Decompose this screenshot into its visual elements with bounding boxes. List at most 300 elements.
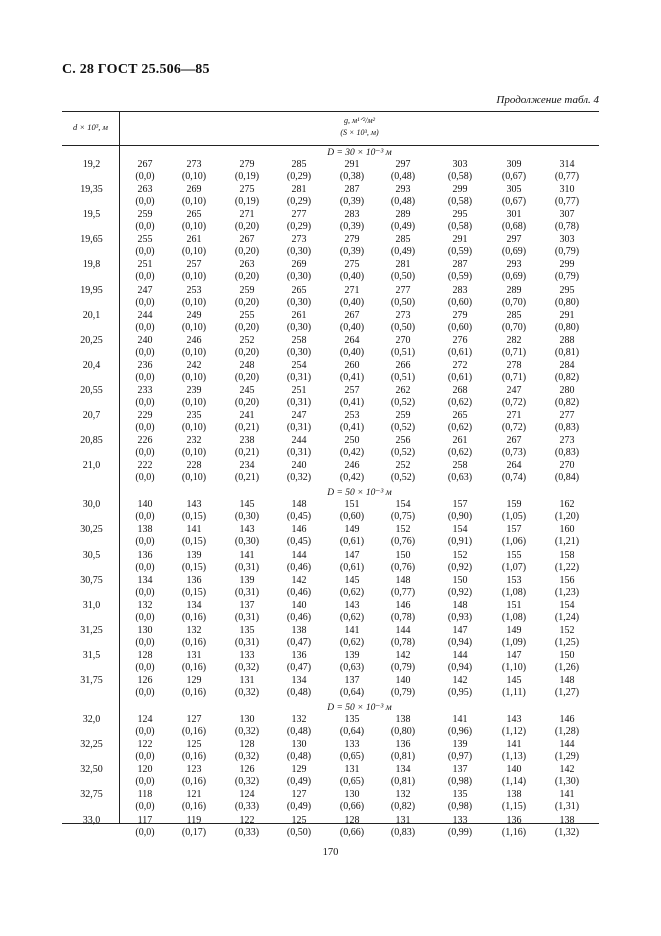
table-cell — [378, 385, 428, 409]
s-value: (0,61) — [339, 536, 365, 548]
s-value: (0,0) — [135, 636, 155, 648]
table-cell — [120, 335, 170, 359]
s-value: (0,31) — [234, 636, 260, 648]
g-value: 283 — [344, 209, 360, 221]
g-value: 270 — [395, 334, 411, 346]
g-value: 131 — [186, 649, 202, 661]
table-cell — [489, 460, 539, 484]
g-value: 149 — [344, 524, 360, 536]
table-cell — [489, 335, 539, 359]
g-value: 226 — [137, 435, 153, 447]
table-cell — [327, 335, 377, 359]
table-cell — [327, 600, 377, 624]
table-cell — [222, 764, 272, 788]
g-value: 244 — [291, 435, 307, 447]
table-cell — [489, 600, 539, 624]
g-value: 131 — [395, 814, 411, 826]
g-value: 257 — [186, 259, 202, 271]
g-value: 146 — [291, 524, 307, 536]
s-value: (0,69) — [501, 271, 527, 283]
d-value: 20,85 — [80, 435, 103, 447]
s-value: (0,48) — [286, 751, 312, 763]
table-cell — [542, 499, 592, 523]
table-row — [62, 815, 599, 840]
table-cell — [327, 360, 377, 384]
table-cell — [489, 499, 539, 523]
s-value: (0,96) — [447, 726, 473, 738]
table-cell — [274, 209, 324, 233]
g-value: 142 — [452, 675, 468, 686]
table-cell — [169, 600, 219, 624]
s-value: (0,30) — [234, 536, 260, 548]
g-value: 148 — [395, 574, 411, 586]
s-value: (0,67) — [501, 171, 527, 182]
g-value: 144 — [291, 549, 307, 561]
d-value: 19,35 — [80, 184, 103, 196]
table-cell — [435, 575, 485, 599]
s-value: (0,81) — [390, 751, 416, 763]
g-value: 285 — [395, 234, 411, 246]
s-value: (0,47) — [286, 636, 312, 648]
table-cell — [378, 739, 428, 763]
g-value: 248 — [239, 359, 255, 371]
table-cell — [222, 575, 272, 599]
table-cell — [327, 625, 377, 649]
table-cell — [435, 499, 485, 523]
s-value: (0,41) — [339, 371, 365, 383]
s-value: (0,16) — [181, 687, 207, 698]
table-cell — [489, 410, 539, 434]
table-cell — [169, 650, 219, 674]
g-value: 148 — [452, 599, 468, 611]
g-value: 276 — [452, 334, 468, 346]
table-cell — [435, 815, 485, 839]
table-cell — [274, 184, 324, 208]
table-cell — [169, 739, 219, 763]
s-value: (0,46) — [286, 586, 312, 598]
g-column-header — [120, 115, 599, 139]
table-cell — [542, 714, 592, 738]
g-value: 256 — [395, 435, 411, 447]
table-cell — [378, 789, 428, 813]
s-value: (0,10) — [181, 221, 207, 233]
s-value: (0,81) — [390, 776, 416, 788]
g-value: 263 — [239, 259, 255, 271]
g-value: 299 — [452, 184, 468, 196]
table-cell — [542, 209, 592, 233]
s-value: (1,07) — [501, 561, 527, 573]
table-cell — [489, 159, 539, 183]
g-value: 124 — [137, 714, 153, 726]
table-cell — [169, 259, 219, 283]
d-value: 19,8 — [82, 259, 101, 271]
g-value: 120 — [137, 764, 153, 776]
g-value: 132 — [137, 599, 153, 611]
table-cell — [542, 600, 592, 624]
table-cell — [222, 184, 272, 208]
s-value: (0,98) — [447, 776, 473, 788]
g-value: 287 — [452, 259, 468, 271]
section-label: D = 50 × 10⁻³ м — [327, 488, 392, 499]
s-value: (0,21) — [234, 447, 260, 459]
g-value: 139 — [344, 649, 360, 661]
g-value: 228 — [186, 460, 202, 472]
table-cell — [435, 385, 485, 409]
g-value: 289 — [395, 209, 411, 221]
table-cell — [327, 739, 377, 763]
table-cell — [274, 385, 324, 409]
table-cell — [222, 335, 272, 359]
s-value: (1,15) — [501, 801, 527, 813]
g-value: 139 — [452, 739, 468, 751]
table-cell — [222, 789, 272, 813]
table-cell — [169, 815, 219, 839]
table-cell — [169, 675, 219, 699]
s-value: (0,80) — [554, 296, 580, 308]
s-value: (0,39) — [339, 246, 365, 258]
table-cell — [169, 524, 219, 548]
g-header-line2: (S × 10³, м) — [340, 128, 379, 137]
g-value: 262 — [395, 384, 411, 396]
table-cell — [378, 234, 428, 258]
table-cell — [169, 575, 219, 599]
g-value: 162 — [559, 499, 575, 511]
g-value: 258 — [452, 460, 468, 472]
table-cell — [327, 159, 377, 183]
s-value: (0,72) — [501, 396, 527, 408]
s-value: (0,67) — [501, 196, 527, 208]
s-value: (0,81) — [554, 346, 580, 358]
s-value: (0,32) — [234, 661, 260, 673]
table-cell — [378, 259, 428, 283]
g-value: 239 — [186, 384, 202, 396]
s-value: (0,30) — [286, 321, 312, 333]
g-value: 125 — [291, 814, 307, 826]
s-value: (1,10) — [501, 661, 527, 673]
g-value: 140 — [291, 599, 307, 611]
table-cell — [378, 499, 428, 523]
table-cell — [542, 650, 592, 674]
s-value: (1,06) — [501, 536, 527, 548]
table-cell — [222, 714, 272, 738]
table-cell — [435, 310, 485, 334]
table-row — [62, 524, 599, 549]
table-cell — [327, 285, 377, 309]
table-row — [62, 625, 599, 650]
g-value: 268 — [452, 384, 468, 396]
d-value: 31,75 — [80, 675, 103, 686]
table-cell — [542, 335, 592, 359]
table-row — [62, 184, 599, 209]
s-value: (0,46) — [286, 561, 312, 573]
g-value: 247 — [291, 410, 307, 421]
g-value: 136 — [186, 574, 202, 586]
table-cell — [169, 789, 219, 813]
table-cell — [378, 360, 428, 384]
g-value: 271 — [344, 284, 360, 296]
table-cell — [378, 335, 428, 359]
table-cell — [274, 815, 324, 839]
table-cell — [542, 385, 592, 409]
g-value: 305 — [506, 184, 522, 196]
s-value: (0,48) — [390, 171, 416, 182]
g-value: 130 — [137, 624, 153, 636]
table-cell — [435, 209, 485, 233]
s-value: (1,12) — [501, 726, 527, 738]
g-value: 297 — [506, 234, 522, 246]
s-value: (0,33) — [234, 826, 260, 838]
d-value: 33,0 — [82, 814, 101, 826]
d-value: 31,5 — [82, 649, 101, 661]
g-value: 132 — [395, 789, 411, 801]
table-cell — [120, 524, 170, 548]
table-cell — [542, 739, 592, 763]
table-cell — [378, 714, 428, 738]
s-value: (0,10) — [181, 422, 207, 433]
table-cell — [120, 435, 170, 459]
s-value: (0,10) — [181, 171, 207, 182]
data-table — [62, 111, 599, 838]
g-value: 265 — [452, 410, 468, 421]
s-value: (0,61) — [447, 371, 473, 383]
table-cell — [489, 815, 539, 839]
table-cell — [327, 650, 377, 674]
s-value: (0,48) — [390, 196, 416, 208]
g-value: 252 — [239, 334, 255, 346]
s-value: (0,16) — [181, 661, 207, 673]
table-cell — [222, 209, 272, 233]
d-value: 19,95 — [80, 284, 103, 296]
table-cell — [378, 815, 428, 839]
s-value: (0,60) — [447, 321, 473, 333]
s-value: (0,20) — [234, 296, 260, 308]
s-value: (0,20) — [234, 346, 260, 358]
s-value: (0,32) — [234, 687, 260, 698]
g-value: 259 — [137, 209, 153, 221]
s-value: (0,78) — [554, 221, 580, 233]
s-value: (0,10) — [181, 196, 207, 208]
table-cell — [327, 789, 377, 813]
s-value: (0,62) — [447, 396, 473, 408]
table-cell — [327, 385, 377, 409]
s-value: (0,52) — [390, 447, 416, 459]
s-value: (0,15) — [181, 536, 207, 548]
table-cell — [435, 600, 485, 624]
g-value: 150 — [395, 549, 411, 561]
s-value: (0,90) — [447, 511, 473, 523]
s-value: (0,59) — [447, 271, 473, 283]
g-value: 128 — [239, 739, 255, 751]
table-row — [62, 234, 599, 259]
table-cell — [489, 360, 539, 384]
s-value: (0,65) — [339, 751, 365, 763]
g-value: 240 — [291, 460, 307, 472]
s-value: (0,39) — [339, 196, 365, 208]
g-value: 277 — [559, 410, 575, 421]
g-value: 291 — [452, 234, 468, 246]
table-cell — [435, 764, 485, 788]
table-cell — [327, 524, 377, 548]
g-value: 143 — [344, 599, 360, 611]
table-cell — [274, 575, 324, 599]
s-value: (0,29) — [286, 221, 312, 233]
s-value: (0,30) — [286, 246, 312, 258]
table-cell — [169, 385, 219, 409]
table-cell — [327, 209, 377, 233]
section-label: D = 50 × 10⁻³ м — [327, 703, 392, 714]
table-cell — [489, 675, 539, 699]
g-value: 128 — [137, 649, 153, 661]
table-cell — [120, 385, 170, 409]
table-row — [62, 435, 599, 460]
table-cell — [542, 285, 592, 309]
g-value: 251 — [291, 384, 307, 396]
table-cell — [489, 435, 539, 459]
table-cell — [222, 675, 272, 699]
g-value: 295 — [452, 209, 468, 221]
g-value: 130 — [239, 714, 255, 726]
table-cell — [222, 259, 272, 283]
g-value: 144 — [452, 649, 468, 661]
s-value: (0,49) — [390, 246, 416, 258]
d-value: 20,25 — [80, 334, 103, 346]
s-value: (0,80) — [554, 321, 580, 333]
s-value: (0,52) — [390, 396, 416, 408]
table-row — [62, 285, 599, 310]
s-value: (1,05) — [501, 511, 527, 523]
s-value: (0,63) — [447, 472, 473, 484]
s-value: (0,0) — [135, 611, 155, 623]
d-value: 20,55 — [80, 384, 103, 396]
table-cell — [222, 460, 272, 484]
g-value: 264 — [344, 334, 360, 346]
s-value: (0,97) — [447, 751, 473, 763]
s-value: (0,21) — [234, 472, 260, 484]
table-cell — [222, 410, 272, 434]
g-value: 310 — [559, 184, 575, 196]
d-value: 21,0 — [82, 460, 101, 472]
table-cell — [120, 675, 170, 699]
s-value: (0,31) — [234, 611, 260, 623]
g-value: 123 — [186, 764, 202, 776]
g-value: 154 — [452, 524, 468, 536]
table-cell — [169, 159, 219, 183]
table-cell — [378, 285, 428, 309]
s-value: (0,20) — [234, 396, 260, 408]
table-cell — [169, 435, 219, 459]
table-cell — [222, 739, 272, 763]
g-value: 282 — [506, 334, 522, 346]
g-value: 246 — [186, 334, 202, 346]
g-value: 142 — [291, 574, 307, 586]
g-value: 259 — [395, 410, 411, 421]
table-cell — [542, 460, 592, 484]
s-value: (0,21) — [234, 422, 260, 433]
table-row — [62, 550, 599, 575]
s-value: (0,92) — [447, 586, 473, 598]
s-value: (0,0) — [135, 826, 155, 838]
d-value: 32,25 — [80, 739, 103, 751]
s-value: (0,40) — [339, 346, 365, 358]
table-cell — [120, 575, 170, 599]
s-value: (0,40) — [339, 321, 365, 333]
s-value: (0,16) — [181, 726, 207, 738]
table-cell — [274, 410, 324, 434]
table-cell — [327, 815, 377, 839]
s-value: (0,32) — [286, 472, 312, 484]
table-cell — [169, 234, 219, 258]
table-cell — [120, 259, 170, 283]
s-value: (0,83) — [554, 422, 580, 433]
g-value: 265 — [291, 284, 307, 296]
g-value: 245 — [239, 384, 255, 396]
s-value: (0,31) — [286, 371, 312, 383]
s-value: (0,82) — [554, 371, 580, 383]
g-value: 138 — [291, 624, 307, 636]
g-value: 136 — [506, 814, 522, 826]
s-value: (0,83) — [390, 826, 416, 838]
g-value: 131 — [239, 675, 255, 686]
g-value: 147 — [506, 649, 522, 661]
g-value: 143 — [239, 524, 255, 536]
table-row — [62, 675, 599, 700]
g-value: 138 — [559, 814, 575, 826]
s-value: (0,10) — [181, 472, 207, 484]
s-value: (1,22) — [554, 561, 580, 573]
s-value: (1,26) — [554, 661, 580, 673]
g-value: 150 — [559, 649, 575, 661]
s-value: (0,41) — [339, 422, 365, 433]
s-value: (0,82) — [390, 801, 416, 813]
table-cell — [120, 360, 170, 384]
table-cell — [222, 435, 272, 459]
g-value: 126 — [239, 764, 255, 776]
g-value: 293 — [506, 259, 522, 271]
g-value: 129 — [291, 764, 307, 776]
table-cell — [435, 460, 485, 484]
s-value: (0,49) — [286, 801, 312, 813]
g-value: 260 — [344, 359, 360, 371]
s-value: (0,40) — [339, 296, 365, 308]
s-value: (0,45) — [286, 536, 312, 548]
s-value: (0,58) — [447, 171, 473, 182]
table-cell — [327, 460, 377, 484]
g-value: 277 — [291, 209, 307, 221]
table-cell — [274, 460, 324, 484]
table-cell — [378, 600, 428, 624]
table-cell — [274, 234, 324, 258]
s-value: (0,61) — [447, 346, 473, 358]
table-cell — [274, 524, 324, 548]
s-value: (0,0) — [135, 171, 155, 182]
s-value: (0,16) — [181, 801, 207, 813]
table-row — [62, 499, 599, 524]
table-cell — [274, 159, 324, 183]
g-value: 238 — [239, 435, 255, 447]
table-cell — [222, 650, 272, 674]
s-value: (0,0) — [135, 221, 155, 233]
table-cell — [169, 209, 219, 233]
g-value: 131 — [344, 764, 360, 776]
g-value: 254 — [291, 359, 307, 371]
g-value: 233 — [137, 384, 153, 396]
table-cell — [378, 410, 428, 434]
table-cell — [120, 209, 170, 233]
s-value: (0,62) — [339, 611, 365, 623]
g-value: 258 — [291, 334, 307, 346]
table-cell — [378, 184, 428, 208]
g-value: 152 — [559, 624, 575, 636]
